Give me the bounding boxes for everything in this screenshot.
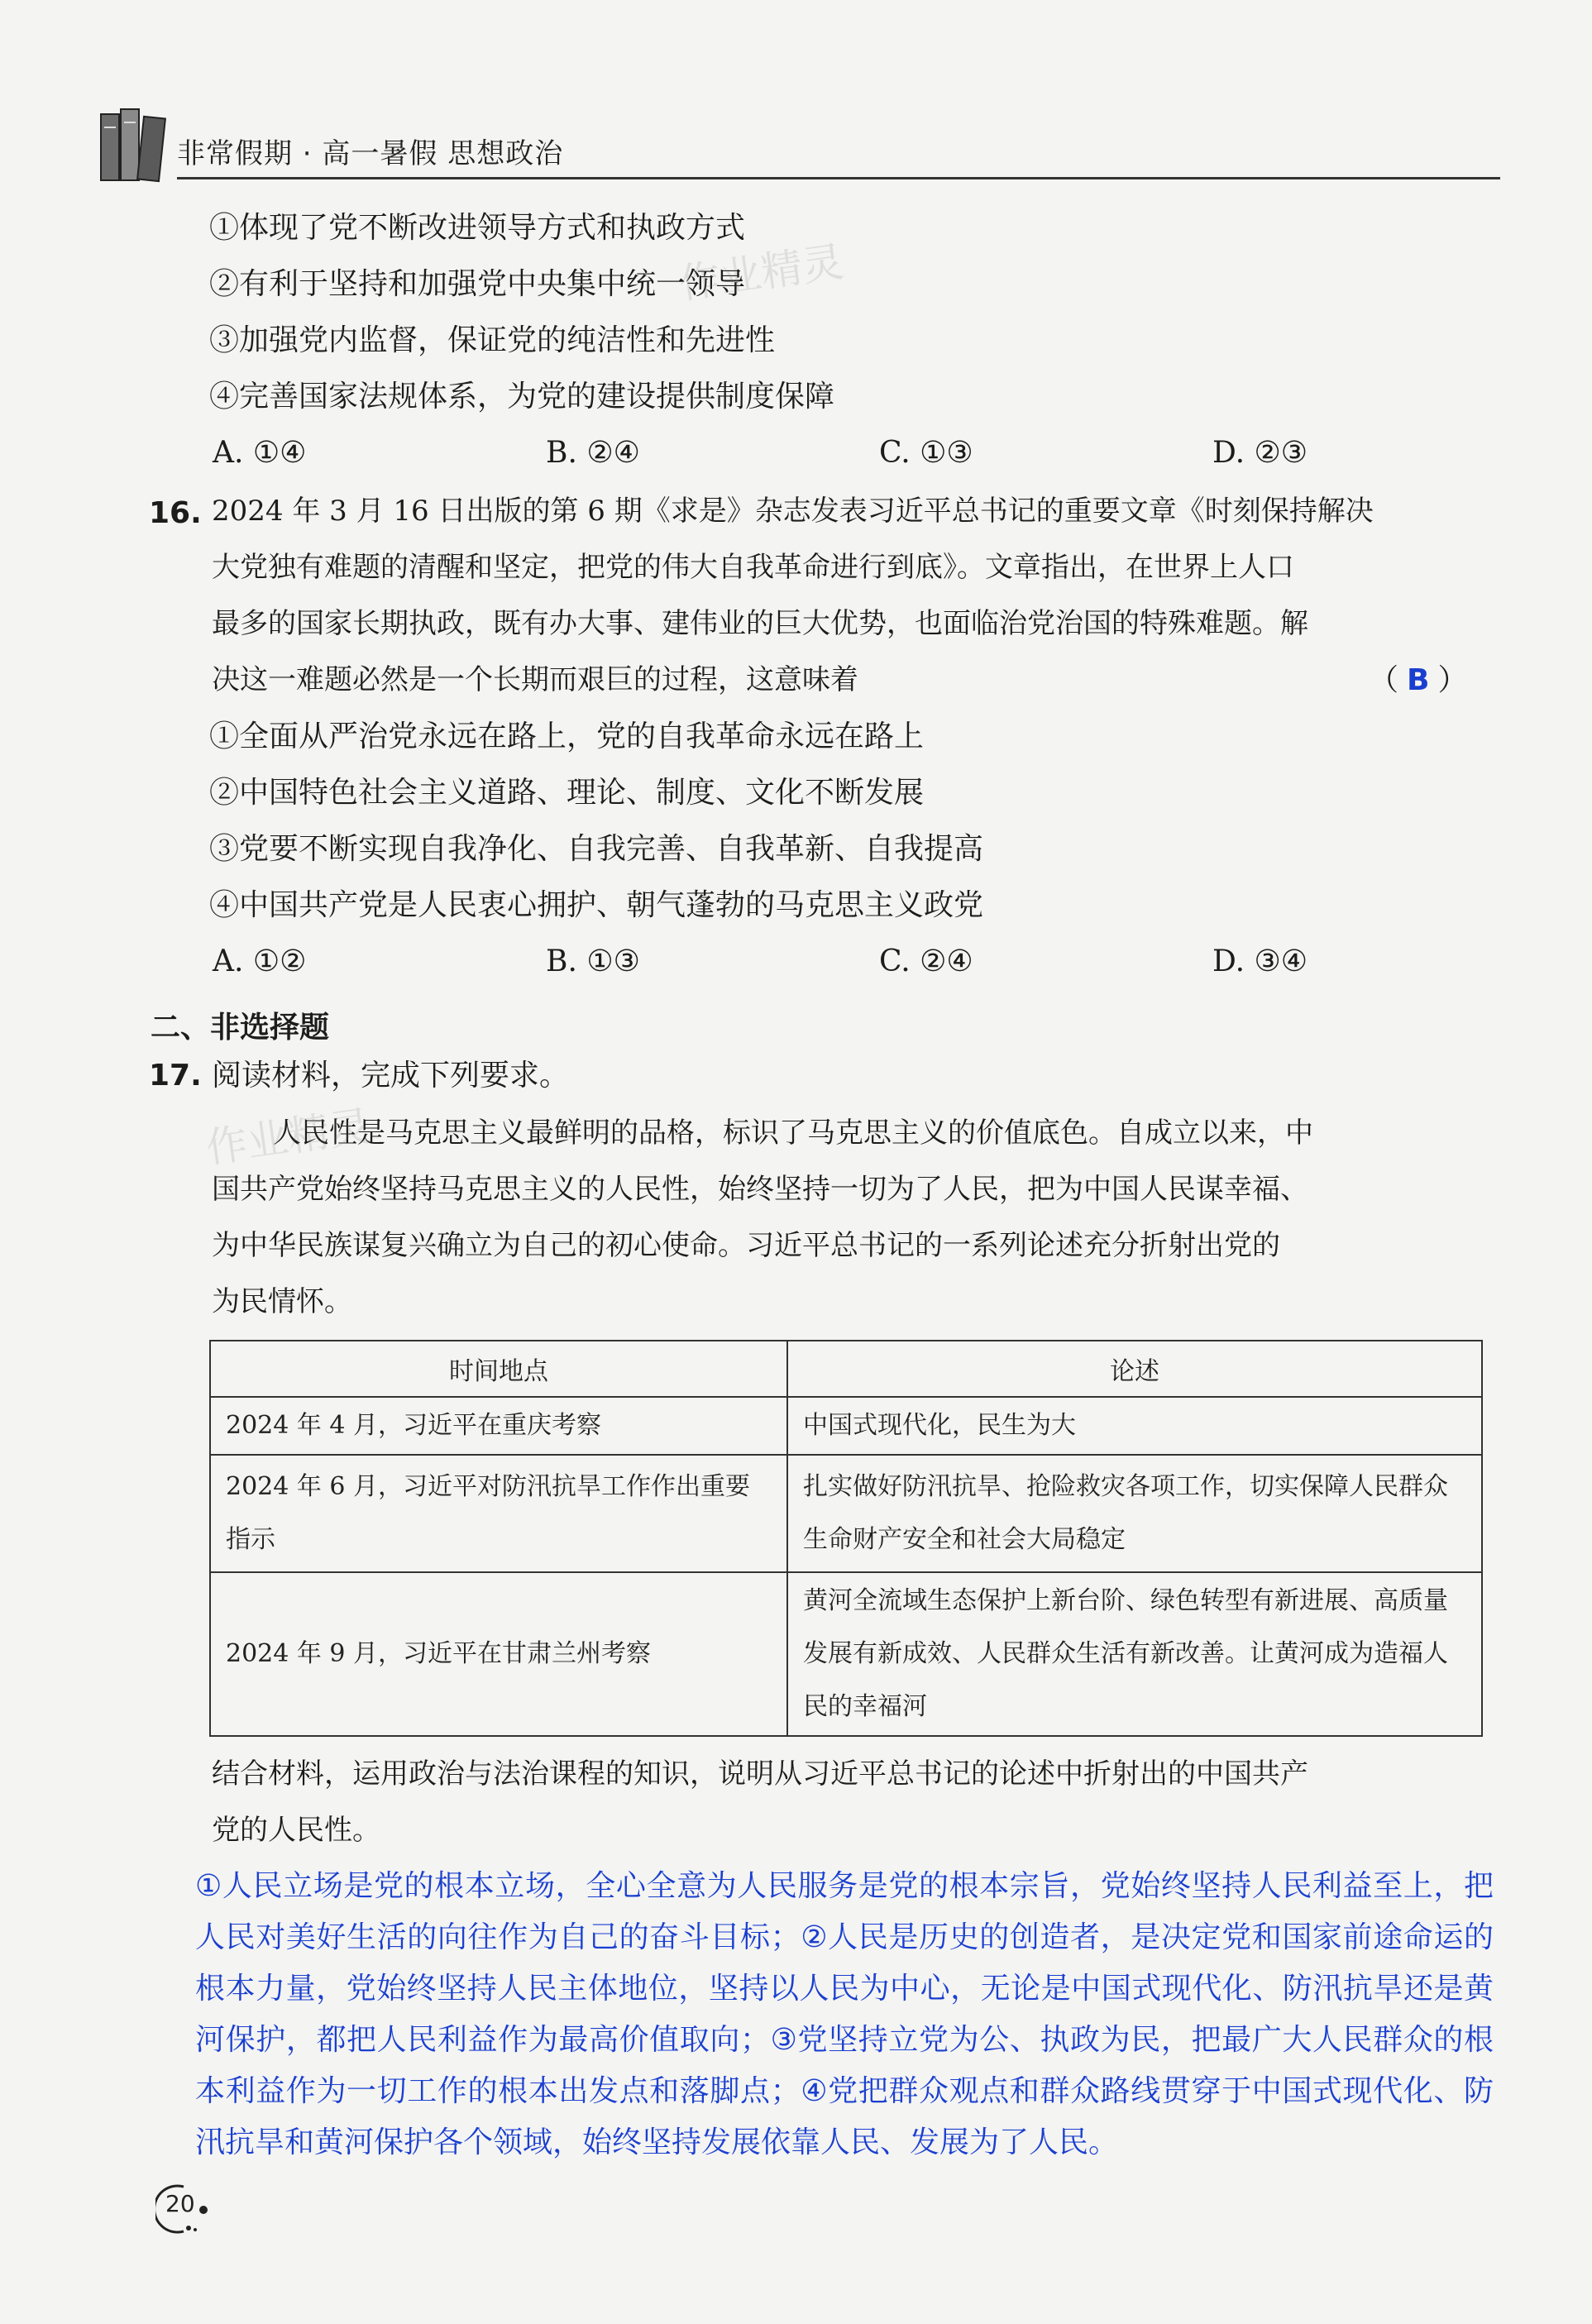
books-logo-icon: [98, 103, 172, 185]
q17-material-line-1: 人民性是马克思主义最鲜明的品格，标识了马克思主义的价值底色。自成立以来，中: [273, 1117, 1313, 1150]
table-header-row: [210, 1341, 1482, 1397]
table-row: [210, 1397, 1482, 1455]
section-2-title: 二、非选择题: [151, 1011, 330, 1045]
q16-choice-c: C. ②④: [879, 944, 973, 978]
table-cell-statement: 黄河全流域生态保护上新台阶、绿色转型有新进展、高质量发展有新成效、人民群众生活有新改善。让黄河成为造福人民的幸福河: [787, 1572, 1482, 1736]
q16-bracket-open: （: [1369, 663, 1399, 697]
q16-choice-b: B. ①③: [546, 944, 640, 978]
q16-option-4: ④中国共产党是人民衷心拥护、朝气蓬勃的马克思主义政党: [209, 888, 984, 922]
q15-option-2: ②有利于坚持和加强党中央集中统一领导: [209, 267, 746, 301]
watermark-2: 作业精灵: [676, 237, 847, 308]
q16-number: 16.: [149, 496, 202, 530]
q15-choice-a: A. ①④: [213, 436, 307, 470]
q16-stem-line-1: 2024 年 3 月 16 日出版的第 6 期《求是》杂志发表习近平总书记的重要文章《时刻保持解决: [212, 495, 1374, 528]
table-cell-statement: 扎实做好防汛抗旱、抢险救灾各项工作，切实保障人民群众生命财产安全和社会大局稳定: [787, 1455, 1482, 1572]
table-cell-time: 2024 年 9 月，习近平在甘肃兰州考察: [210, 1572, 787, 1736]
q16-choice-d: D. ③④: [1212, 944, 1308, 978]
q17-material-line-2: 国共产党始终坚持马克思主义的人民性，始终坚持一切为了人民，把为中国人民谋幸福、: [212, 1173, 1308, 1206]
q16-choice-a: A. ①②: [213, 944, 307, 978]
q16-option-1: ①全面从严治党永远在路上，党的自我革命永远在路上: [209, 720, 925, 753]
q16-stem-line-3: 最多的国家长期执政，既有办大事、建伟业的巨大优势，也面临治党治国的特殊难题。解: [212, 607, 1308, 640]
q15-option-4: ④完善国家法规体系，为党的建设提供制度保障: [209, 380, 835, 414]
q16-option-3: ③党要不断实现自我净化、自我完善、自我革新、自我提高: [209, 832, 984, 866]
table-cell-time: 2024 年 6 月，习近平对防汛抗旱工作作出重要指示: [210, 1455, 787, 1572]
table-header-statement: 论述: [787, 1341, 1482, 1397]
page-header: [98, 98, 1504, 189]
q17-requirement-line-2: 党的人民性。: [212, 1814, 380, 1847]
page-number: 20: [165, 2190, 195, 2217]
table-row: [210, 1572, 1482, 1736]
q17-answer: ①人民立场是党的根本立场，全心全意为人民服务是党的根本宗旨，党始终坚持人民利益至上，把人民对美好生活的向往作为自己的奋斗目标；②人民是历史的创造者，是决定党和国家前途命运的根本力量，党始终坚持人民主体地位，坚持以人民为中心，无论是中国式现代化、防汛抗旱还是黄河保护，都把人民利益作为最高价值取向；③党坚持立党为公、执政为民，把最广大人民群众的根本利益作为一切工作的根本出发点和落脚点；④党把群众观点和群众路线贯穿于中国式现代化、防汛抗旱和黄河保护各个领域，始终坚持发展依靠人民、发展为了人民。: [195, 1869, 1494, 2159]
q17-prompt: 阅读材料，完成下列要求。: [212, 1059, 570, 1093]
q15-choice-b: B. ②④: [546, 436, 640, 470]
q16-bracket-close: ）: [1437, 663, 1468, 697]
q15-option-3: ③加强党内监督，保证党的纯洁性和先进性: [209, 323, 776, 357]
header-title: 非常假期 · 高一暑假 思想政治: [177, 137, 564, 170]
q17-requirement-line-1: 结合材料，运用政治与法治课程的知识，说明从习近平总书记的论述中折射出的中国共产: [212, 1757, 1308, 1791]
q16-option-2: ②中国特色社会主义道路、理论、制度、文化不断发展: [209, 776, 925, 810]
table-header-time: 时间地点: [210, 1341, 787, 1397]
q16-answer-bracket: [1369, 663, 1468, 697]
q16-stem-line-4: 决这一难题必然是一个长期而艰巨的过程，这意味着: [212, 663, 858, 696]
table-cell-time: 2024 年 4 月，习近平在重庆考察: [210, 1397, 787, 1455]
q17-material-line-4: 为民情怀。: [212, 1285, 352, 1318]
q15-choice-d: D. ②③: [1212, 436, 1308, 470]
q15-choice-c: C. ①③: [879, 436, 973, 470]
q17-material-line-3: 为中华民族谋复兴确立为自己的初心使命。习近平总书记的一系列论述充分折射出党的: [212, 1229, 1280, 1262]
watermark: 作业精灵: [203, 1102, 374, 1173]
q15-option-1: ①体现了党不断改进领导方式和执政方式: [209, 211, 746, 245]
q16-stem-line-2: 大党独有难题的清醒和坚定，把党的伟大自我革命进行到底》。文章指出，在世界上人口: [212, 551, 1294, 584]
table-row: [210, 1455, 1482, 1572]
page-number-badge: [165, 2183, 232, 2241]
q17-number: 17.: [149, 1059, 202, 1093]
table-cell-statement: 中国式现代化，民生为大: [787, 1397, 1482, 1455]
header-divider: [177, 177, 1500, 179]
q16-answer: B: [1407, 663, 1430, 697]
q17-table: [209, 1340, 1483, 1737]
